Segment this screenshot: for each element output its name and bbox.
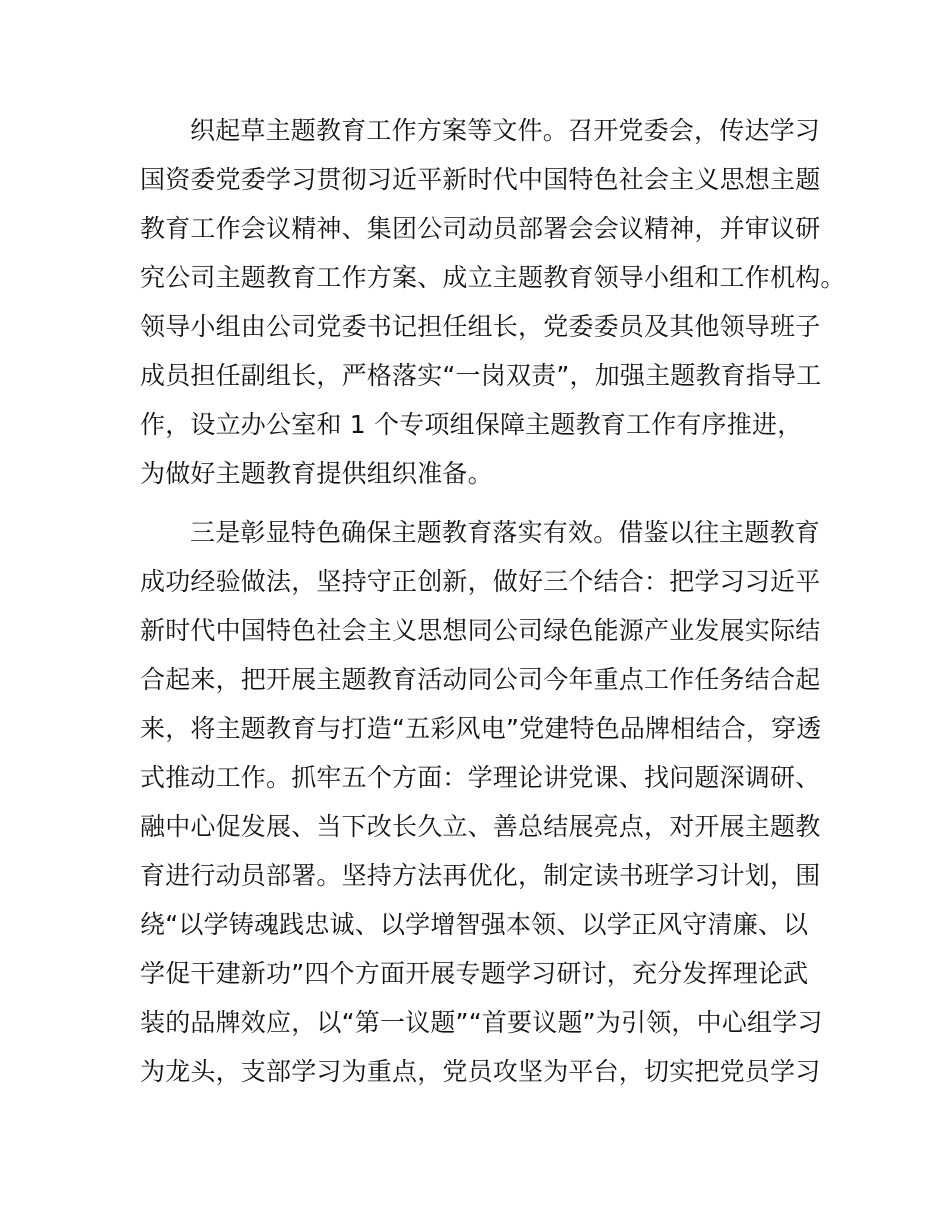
text-line: 作，设立办公室和 1 个专项组保障主题教育工作有序推进，: [140, 410, 803, 439]
text-line: 绕“以学铸魂践忠诚、以学增智强本领、以学正风守清廉、以: [140, 910, 809, 939]
paragraph-2: [140, 508, 830, 1096]
text-line: 融中心促发展、当下改长久立、善总结展亮点，对开展主题教: [140, 812, 821, 841]
document-body: [140, 106, 846, 1096]
paragraph-1: [140, 106, 846, 498]
text-line: 合起来，把开展主题教育活动同公司今年重点工作任务结合起: [140, 665, 821, 694]
text-line: 成功经验做法，坚持守正创新，做好三个结合：把学习习近平: [140, 567, 821, 596]
text-line: 织起草主题教育工作方案等文件。召开党委会，传达学习: [190, 116, 821, 145]
text-line: 究公司主题教育工作方案、成立主题教育领导小组和工作机构。: [140, 263, 846, 292]
text-line: 三是彰显特色确保主题教育落实有效。借鉴以往主题教育: [190, 518, 821, 547]
text-line: 式推动工作。抓牢五个方面：学理论讲党课、找问题深调研、: [140, 763, 821, 792]
text-line: 为做好主题教育提供组织准备。: [140, 459, 493, 488]
paragraph-spacer: [140, 498, 830, 508]
text-line: 学促干建新功”四个方面开展专题学习研讨，充分发挥理论武: [140, 959, 809, 988]
text-line: 教育工作会议精神、集团公司动员部署会会议精神，并审议研: [140, 214, 821, 243]
text-line: 来，将主题教育与打造“五彩风电”党建特色品牌相结合，穿透: [140, 714, 822, 743]
text-line: 国资委党委学习贯彻习近平新时代中国特色社会主义思想主题: [140, 165, 821, 194]
text-line: 为龙头，支部学习为重点，党员攻坚为平台，切实把党员学习: [140, 1057, 821, 1086]
text-line: 育进行动员部署。坚持方法再优化，制定读书班学习计划，围: [140, 861, 821, 890]
text-line: 装的品牌效应，以“第一议题”“首要议题”为引领，中心组学习: [140, 1008, 823, 1037]
text-line: 成员担任副组长，严格落实“一岗双责”，加强主题教育指导工: [140, 361, 822, 390]
text-line: 领导小组由公司党委书记担任组长，党委委员及其他领导班子: [140, 312, 821, 341]
text-line: 新时代中国特色社会主义思想同公司绿色能源产业发展实际结: [140, 616, 821, 645]
